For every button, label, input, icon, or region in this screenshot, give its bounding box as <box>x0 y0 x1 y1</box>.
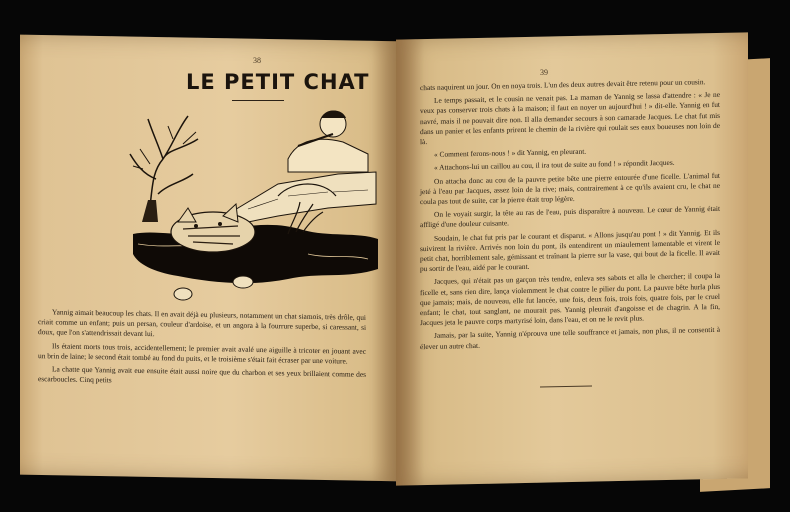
boy-drowning-cat-illustration <box>128 104 378 309</box>
paragraph: On attacha donc au cou de la pauvre petite bête une pierre entourée d'une ficelle. L'animal fut jeté à l'eau par Jacques, assez loin de la rive; mais, contrairement à ce qu'ils avaient cru, le chat ne coula pas tout de suite, car la pierre était trop légère. <box>420 170 720 207</box>
paragraph: La chatte que Yannig avait eue ensuite était aussi noire que du charbon et ses yeux brillaient comme des escarboucles. Cinq petits <box>38 364 366 385</box>
paragraph: Yannig aimait beaucoup les chats. Il en avait déjà eu plusieurs, notamment un chat siamois, très drôle, qui criait comme un enfant; puis un persan, couleur d'ardoise, et un angora à la fourrure superbe, si caressant, si doux, que l'on s'attendrissait devant lui. <box>38 307 366 339</box>
left-page-number: 38 <box>253 56 261 65</box>
paragraph: Ils étaient morts tous trois, accidentellement; le premier avait avalé une aiguille à tricoter en jouant avec un brin de laine; le second était tombé au fond du puits, et le troisième s'était fait écraser par une voiture. <box>38 340 366 366</box>
right-page-body <box>420 77 720 355</box>
chapter-title: LE PETIT CHAT <box>186 70 370 94</box>
paragraph: Le temps passait, et le cousin ne venait pas. La maman de Yannig se lassa d'attendre : « Je ne veux pas conserver trois chats à la maison; il faut en noyer un aujourd'hui ! » dit-elle. Yannig en fut navré, mais il ne pouvait dire non. Il alla demander secours à son camarade Jacques. Le chat fut mis dans un panier et les enfants prirent le chemin de la rivière qui roulait ses eaux boueuses non loin de là. <box>420 90 720 147</box>
paragraph: chats naquirent un jour. On en noya trois. L'un des deux autres devait être retenu pour un cousin. <box>420 77 706 93</box>
paragraph: Jacques, qui n'était pas un garçon très tendre, enleva ses sabots et alla le chercher; il coupa la ficelle et, sans rien dire, lança violemment le chat contre le pilier du pont. La pauvre bête hurla plus que jamais; mais, de nouveau, elle fut lancée, une fois, deux fois, trois fois, quatre fois, par le cruel enfant; le chat, tout sanglant, ne mourait pas. Yannig pleurait d'angoisse et de chagrin. A la fin, Jacques jeta le pauvre corps martyrisé loin, dans l'eau, et on ne le revit plus. <box>420 271 720 328</box>
paragraph: « Attachons-lui un caillou au cou, il ira tout de suite au fond ! » répondit Jacques. <box>434 158 675 173</box>
left-page-body <box>38 307 366 393</box>
paragraph: On le voyait surgir, la tête au ras de l'eau, puis disparaître à nouveau. Le cœur de Yannig était affligé d'une douleur cuisante. <box>420 204 720 230</box>
right-page-number: 39 <box>540 68 548 77</box>
paragraph: « Comment ferons-nous ! » dit Yannig, en pleurant. <box>434 146 587 160</box>
paragraph: Jamais, par la suite, Yannig n'éprouva une telle souffrance et jamais, non plus, il ne consentit à élever un autre chat. <box>420 325 720 351</box>
title-divider <box>232 100 284 101</box>
paragraph: Soudain, le chat fut pris par le courant et disparut. « Allons jusqu'au pont ! » dit Yannig. Et ils suivirent la rivière. Arrivés non loin du pont, ils entendirent un miaulement lamentable et virent le petit chat, horriblement sale, gémissant et traînant la pierre sur la vase, qui bout de la ficelle. Il avait pu sortir de l'eau, aidé par le courant. <box>420 227 720 274</box>
